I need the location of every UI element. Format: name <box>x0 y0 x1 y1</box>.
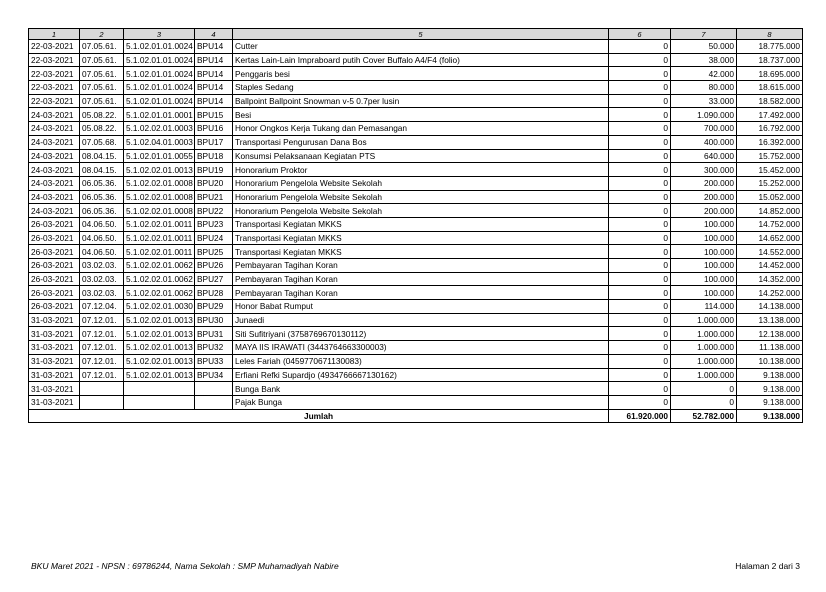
cell-col-7: 1.000.000 <box>671 368 737 382</box>
table-row <box>29 231 803 245</box>
cell-col-8: 16.392.000 <box>737 135 803 149</box>
cell-account: 5.1.02.02.01.0030 <box>124 300 195 314</box>
cell-bpu: BPU14 <box>195 53 233 67</box>
cell-account: 5.1.02.02.01.0011 <box>124 245 195 259</box>
cell-description: Transportasi Pengurusan Dana Bos <box>233 135 609 149</box>
table-row <box>29 122 803 136</box>
cell-col-8: 11.138.000 <box>737 341 803 355</box>
cell-account: 5.1.02.02.01.0013 <box>124 327 195 341</box>
cell-date: 26-03-2021 <box>29 231 80 245</box>
cell-description: Pembayaran Tagihan Koran <box>233 272 609 286</box>
cell-date: 31-03-2021 <box>29 354 80 368</box>
cell-date: 24-03-2021 <box>29 190 80 204</box>
table-row <box>29 149 803 163</box>
cell-col-6: 0 <box>609 135 671 149</box>
table-row <box>29 190 803 204</box>
cell-date: 22-03-2021 <box>29 40 80 54</box>
cell-account <box>124 382 195 396</box>
cell-date: 22-03-2021 <box>29 53 80 67</box>
cell-code: 05.08.22. <box>80 122 124 136</box>
cell-col-6: 0 <box>609 122 671 136</box>
cell-description: Kertas Lain-Lain Impraboard putih Cover Buffalo A4/F4 (folio) <box>233 53 609 67</box>
cell-col-6: 0 <box>609 81 671 95</box>
table-row <box>29 217 803 231</box>
cell-col-8: 10.138.000 <box>737 354 803 368</box>
cell-date: 22-03-2021 <box>29 67 80 81</box>
cell-date: 31-03-2021 <box>29 368 80 382</box>
total-label: Jumlah <box>29 409 609 422</box>
cell-description: Honorarium Pengelola Website Sekolah <box>233 190 609 204</box>
cell-description: Cutter <box>233 40 609 54</box>
cell-col-6: 0 <box>609 53 671 67</box>
cell-bpu: BPU31 <box>195 327 233 341</box>
cell-bpu: BPU14 <box>195 81 233 95</box>
cell-col-6: 0 <box>609 245 671 259</box>
cell-bpu: BPU28 <box>195 286 233 300</box>
cell-col-6: 0 <box>609 354 671 368</box>
cell-description: Leles Fariah (0459770671130083) <box>233 354 609 368</box>
cell-col-8: 12.138.000 <box>737 327 803 341</box>
cell-code: 03.02.03. <box>80 259 124 273</box>
cell-bpu: BPU22 <box>195 204 233 218</box>
cell-account <box>124 395 195 409</box>
table-body <box>29 40 803 410</box>
cell-col-6: 0 <box>609 176 671 190</box>
table-row <box>29 176 803 190</box>
cell-date: 26-03-2021 <box>29 272 80 286</box>
cell-col-7: 0 <box>671 382 737 396</box>
cell-code: 08.04.15. <box>80 149 124 163</box>
cell-col-8: 9.138.000 <box>737 395 803 409</box>
cell-col-7: 114.000 <box>671 300 737 314</box>
cell-account: 5.1.02.02.01.0003 <box>124 122 195 136</box>
cell-col-6: 0 <box>609 108 671 122</box>
cell-description: Transportasi Kegiatan MKKS <box>233 231 609 245</box>
cell-col-7: 200.000 <box>671 204 737 218</box>
table-row <box>29 40 803 54</box>
cell-account: 5.1.02.04.01.0003 <box>124 135 195 149</box>
cell-col-8: 16.792.000 <box>737 122 803 136</box>
cell-col-6: 0 <box>609 40 671 54</box>
cell-col-8: 18.775.000 <box>737 40 803 54</box>
page-footer-info: BKU Maret 2021 - NPSN : 69786244, Nama Sekolah : SMP Muhamadiyah Nabire <box>31 561 339 571</box>
cell-col-8: 15.752.000 <box>737 149 803 163</box>
cell-col-6: 0 <box>609 163 671 177</box>
cell-date: 31-03-2021 <box>29 382 80 396</box>
cell-date: 24-03-2021 <box>29 135 80 149</box>
cell-account: 5.1.02.02.01.0013 <box>124 354 195 368</box>
cell-account: 5.1.02.01.01.0024 <box>124 94 195 108</box>
cell-col-7: 700.000 <box>671 122 737 136</box>
cell-col-7: 200.000 <box>671 176 737 190</box>
cell-account: 5.1.02.02.01.0013 <box>124 313 195 327</box>
cell-bpu: BPU14 <box>195 40 233 54</box>
cell-col-7: 100.000 <box>671 272 737 286</box>
cell-code: 04.06.50. <box>80 245 124 259</box>
cell-col-6: 0 <box>609 94 671 108</box>
cell-account: 5.1.02.02.01.0013 <box>124 341 195 355</box>
cell-date: 24-03-2021 <box>29 176 80 190</box>
cell-description: Pembayaran Tagihan Koran <box>233 286 609 300</box>
total-col-6: 61.920.000 <box>609 409 671 422</box>
table-row <box>29 81 803 95</box>
cell-col-8: 15.052.000 <box>737 190 803 204</box>
table-row <box>29 94 803 108</box>
cell-account: 5.1.02.01.01.0024 <box>124 81 195 95</box>
cell-account: 5.1.02.01.01.0055 <box>124 149 195 163</box>
cell-col-6: 0 <box>609 300 671 314</box>
cell-bpu: BPU33 <box>195 354 233 368</box>
cell-account: 5.1.02.02.01.0011 <box>124 231 195 245</box>
cell-bpu: BPU20 <box>195 176 233 190</box>
cell-date: 24-03-2021 <box>29 204 80 218</box>
table-row <box>29 135 803 149</box>
table-row <box>29 341 803 355</box>
cell-date: 31-03-2021 <box>29 327 80 341</box>
cell-code: 06.05.36. <box>80 176 124 190</box>
cell-bpu: BPU17 <box>195 135 233 149</box>
cell-description: Honor Ongkos Kerja Tukang dan Pemasangan <box>233 122 609 136</box>
table-row <box>29 327 803 341</box>
col-header-6: 6 <box>609 29 671 40</box>
cell-col-8: 17.492.000 <box>737 108 803 122</box>
table-row <box>29 204 803 218</box>
cell-bpu: BPU15 <box>195 108 233 122</box>
table-row <box>29 67 803 81</box>
cell-col-7: 1.000.000 <box>671 354 737 368</box>
header-row <box>29 29 803 40</box>
cell-account: 5.1.02.02.01.0008 <box>124 190 195 204</box>
cell-account: 5.1.02.02.01.0008 <box>124 176 195 190</box>
col-header-2: 2 <box>80 29 124 40</box>
cell-description: Bunga Bank <box>233 382 609 396</box>
cell-account: 5.1.02.01.01.0024 <box>124 40 195 54</box>
cell-date: 22-03-2021 <box>29 94 80 108</box>
cell-bpu <box>195 395 233 409</box>
cell-col-8: 14.852.000 <box>737 204 803 218</box>
cell-bpu: BPU30 <box>195 313 233 327</box>
cell-col-7: 100.000 <box>671 217 737 231</box>
col-header-7: 7 <box>671 29 737 40</box>
cell-col-8: 15.252.000 <box>737 176 803 190</box>
cell-code: 07.12.01. <box>80 368 124 382</box>
cell-bpu: BPU19 <box>195 163 233 177</box>
cell-col-6: 0 <box>609 231 671 245</box>
total-row <box>29 409 803 422</box>
cell-description: Honorarium Proktor <box>233 163 609 177</box>
table-row <box>29 245 803 259</box>
cell-col-7: 300.000 <box>671 163 737 177</box>
cell-col-7: 1.090.000 <box>671 108 737 122</box>
cell-bpu: BPU32 <box>195 341 233 355</box>
cell-description: Honorarium Pengelola Website Sekolah <box>233 204 609 218</box>
col-header-1: 1 <box>29 29 80 40</box>
cell-code: 04.06.50. <box>80 217 124 231</box>
cell-description: Penggaris besi <box>233 67 609 81</box>
cell-bpu: BPU26 <box>195 259 233 273</box>
cell-col-7: 80.000 <box>671 81 737 95</box>
table-row <box>29 272 803 286</box>
cell-col-8: 14.138.000 <box>737 300 803 314</box>
cell-col-6: 0 <box>609 313 671 327</box>
col-header-5: 5 <box>233 29 609 40</box>
cell-col-8: 14.252.000 <box>737 286 803 300</box>
cell-date: 26-03-2021 <box>29 300 80 314</box>
cell-col-8: 14.652.000 <box>737 231 803 245</box>
cell-col-8: 18.737.000 <box>737 53 803 67</box>
cell-account: 5.1.02.02.01.0011 <box>124 217 195 231</box>
cell-description: Besi <box>233 108 609 122</box>
cell-description: MAYA IIS IRAWATI (3443764663300003) <box>233 341 609 355</box>
cell-col-6: 0 <box>609 382 671 396</box>
cell-description: Transportasi Kegiatan MKKS <box>233 245 609 259</box>
cell-description: Siti Sufitriyani (3758769670130112) <box>233 327 609 341</box>
cell-account: 5.1.02.01.01.0024 <box>124 67 195 81</box>
page-number: Halaman 2 dari 3 <box>735 561 800 571</box>
cell-col-6: 0 <box>609 259 671 273</box>
cell-code <box>80 395 124 409</box>
cell-account: 5.1.02.02.01.0062 <box>124 272 195 286</box>
cell-code: 07.12.01. <box>80 354 124 368</box>
cell-col-7: 50.000 <box>671 40 737 54</box>
cell-col-7: 1.000.000 <box>671 327 737 341</box>
cell-code: 07.12.04. <box>80 300 124 314</box>
col-header-3: 3 <box>124 29 195 40</box>
cell-account: 5.1.02.02.01.0013 <box>124 368 195 382</box>
cell-col-7: 400.000 <box>671 135 737 149</box>
table-row <box>29 300 803 314</box>
cell-date: 31-03-2021 <box>29 313 80 327</box>
cell-description: Pajak Bunga <box>233 395 609 409</box>
cell-col-8: 15.452.000 <box>737 163 803 177</box>
cell-col-8: 18.582.000 <box>737 94 803 108</box>
cell-bpu: BPU23 <box>195 217 233 231</box>
cell-code: 07.05.61. <box>80 94 124 108</box>
cell-bpu: BPU25 <box>195 245 233 259</box>
cell-bpu: BPU16 <box>195 122 233 136</box>
cell-bpu: BPU27 <box>195 272 233 286</box>
cell-bpu <box>195 382 233 396</box>
cell-col-8: 9.138.000 <box>737 368 803 382</box>
table-row <box>29 163 803 177</box>
cell-col-6: 0 <box>609 272 671 286</box>
cell-bpu: BPU29 <box>195 300 233 314</box>
cell-col-6: 0 <box>609 368 671 382</box>
cell-code: 07.05.61. <box>80 40 124 54</box>
cell-col-7: 42.000 <box>671 67 737 81</box>
cell-date: 22-03-2021 <box>29 81 80 95</box>
cell-code: 03.02.03. <box>80 272 124 286</box>
table-row <box>29 108 803 122</box>
cell-col-6: 0 <box>609 190 671 204</box>
cell-code: 06.05.36. <box>80 190 124 204</box>
cell-col-7: 640.000 <box>671 149 737 163</box>
cell-description: Pembayaran Tagihan Koran <box>233 259 609 273</box>
cell-code <box>80 382 124 396</box>
table-row <box>29 53 803 67</box>
bku-ledger-table <box>28 28 803 423</box>
cell-description: Ballpoint Ballpoint Snowman v-5 0.7per lusin <box>233 94 609 108</box>
cell-code: 07.12.01. <box>80 327 124 341</box>
cell-account: 5.1.02.01.01.0024 <box>124 53 195 67</box>
cell-col-6: 0 <box>609 341 671 355</box>
cell-col-7: 100.000 <box>671 245 737 259</box>
cell-col-7: 100.000 <box>671 286 737 300</box>
cell-col-8: 14.752.000 <box>737 217 803 231</box>
col-header-4: 4 <box>195 29 233 40</box>
cell-bpu: BPU14 <box>195 67 233 81</box>
table-row <box>29 382 803 396</box>
cell-date: 31-03-2021 <box>29 395 80 409</box>
table-header <box>29 29 803 40</box>
cell-description: Honorarium Pengelola Website Sekolah <box>233 176 609 190</box>
cell-description: Konsumsi Pelaksanaan Kegiatan PTS <box>233 149 609 163</box>
cell-date: 26-03-2021 <box>29 259 80 273</box>
cell-col-7: 33.000 <box>671 94 737 108</box>
cell-description: Junaedi <box>233 313 609 327</box>
cell-col-7: 100.000 <box>671 231 737 245</box>
cell-date: 24-03-2021 <box>29 163 80 177</box>
cell-date: 26-03-2021 <box>29 217 80 231</box>
cell-col-8: 14.352.000 <box>737 272 803 286</box>
cell-code: 06.05.36. <box>80 204 124 218</box>
cell-col-6: 0 <box>609 327 671 341</box>
cell-account: 5.1.02.02.01.0062 <box>124 286 195 300</box>
cell-col-7: 1.000.000 <box>671 341 737 355</box>
cell-code: 04.06.50. <box>80 231 124 245</box>
cell-date: 24-03-2021 <box>29 149 80 163</box>
cell-description: Erfiani Refki Supardjo (4934766667130162) <box>233 368 609 382</box>
cell-date: 24-03-2021 <box>29 108 80 122</box>
cell-date: 31-03-2021 <box>29 341 80 355</box>
cell-date: 24-03-2021 <box>29 122 80 136</box>
cell-account: 5.1.02.02.01.0008 <box>124 204 195 218</box>
cell-col-8: 9.138.000 <box>737 382 803 396</box>
cell-account: 5.1.02.01.01.0001 <box>124 108 195 122</box>
cell-code: 05.08.22. <box>80 108 124 122</box>
cell-col-7: 0 <box>671 395 737 409</box>
cell-col-6: 0 <box>609 67 671 81</box>
cell-col-8: 18.695.000 <box>737 67 803 81</box>
cell-description: Staples Sedang <box>233 81 609 95</box>
cell-code: 08.04.15. <box>80 163 124 177</box>
cell-bpu: BPU18 <box>195 149 233 163</box>
cell-col-8: 18.615.000 <box>737 81 803 95</box>
cell-col-8: 13.138.000 <box>737 313 803 327</box>
table-footer <box>29 409 803 422</box>
cell-col-8: 14.452.000 <box>737 259 803 273</box>
table-row <box>29 313 803 327</box>
cell-date: 26-03-2021 <box>29 286 80 300</box>
cell-col-7: 38.000 <box>671 53 737 67</box>
table-row <box>29 259 803 273</box>
cell-bpu: BPU24 <box>195 231 233 245</box>
cell-code: 07.12.01. <box>80 313 124 327</box>
cell-col-7: 100.000 <box>671 259 737 273</box>
cell-account: 5.1.02.02.01.0062 <box>124 259 195 273</box>
cell-col-6: 0 <box>609 395 671 409</box>
cell-code: 07.05.61. <box>80 53 124 67</box>
cell-col-8: 14.552.000 <box>737 245 803 259</box>
cell-bpu: BPU14 <box>195 94 233 108</box>
table-row <box>29 286 803 300</box>
cell-code: 07.12.01. <box>80 341 124 355</box>
total-col-8: 9.138.000 <box>737 409 803 422</box>
cell-code: 07.05.61. <box>80 81 124 95</box>
total-col-7: 52.782.000 <box>671 409 737 422</box>
cell-col-7: 200.000 <box>671 190 737 204</box>
cell-col-6: 0 <box>609 149 671 163</box>
cell-code: 07.05.61. <box>80 67 124 81</box>
cell-col-7: 1.000.000 <box>671 313 737 327</box>
cell-col-6: 0 <box>609 217 671 231</box>
cell-date: 26-03-2021 <box>29 245 80 259</box>
table-row <box>29 368 803 382</box>
cell-col-6: 0 <box>609 204 671 218</box>
table-row <box>29 395 803 409</box>
cell-bpu: BPU21 <box>195 190 233 204</box>
cell-description: Transportasi Kegiatan MKKS <box>233 217 609 231</box>
cell-col-6: 0 <box>609 286 671 300</box>
col-header-8: 8 <box>737 29 803 40</box>
cell-description: Honor Babat Rumput <box>233 300 609 314</box>
table-row <box>29 354 803 368</box>
cell-code: 07.05.68. <box>80 135 124 149</box>
cell-code: 03.02.03. <box>80 286 124 300</box>
cell-bpu: BPU34 <box>195 368 233 382</box>
cell-account: 5.1.02.02.01.0013 <box>124 163 195 177</box>
